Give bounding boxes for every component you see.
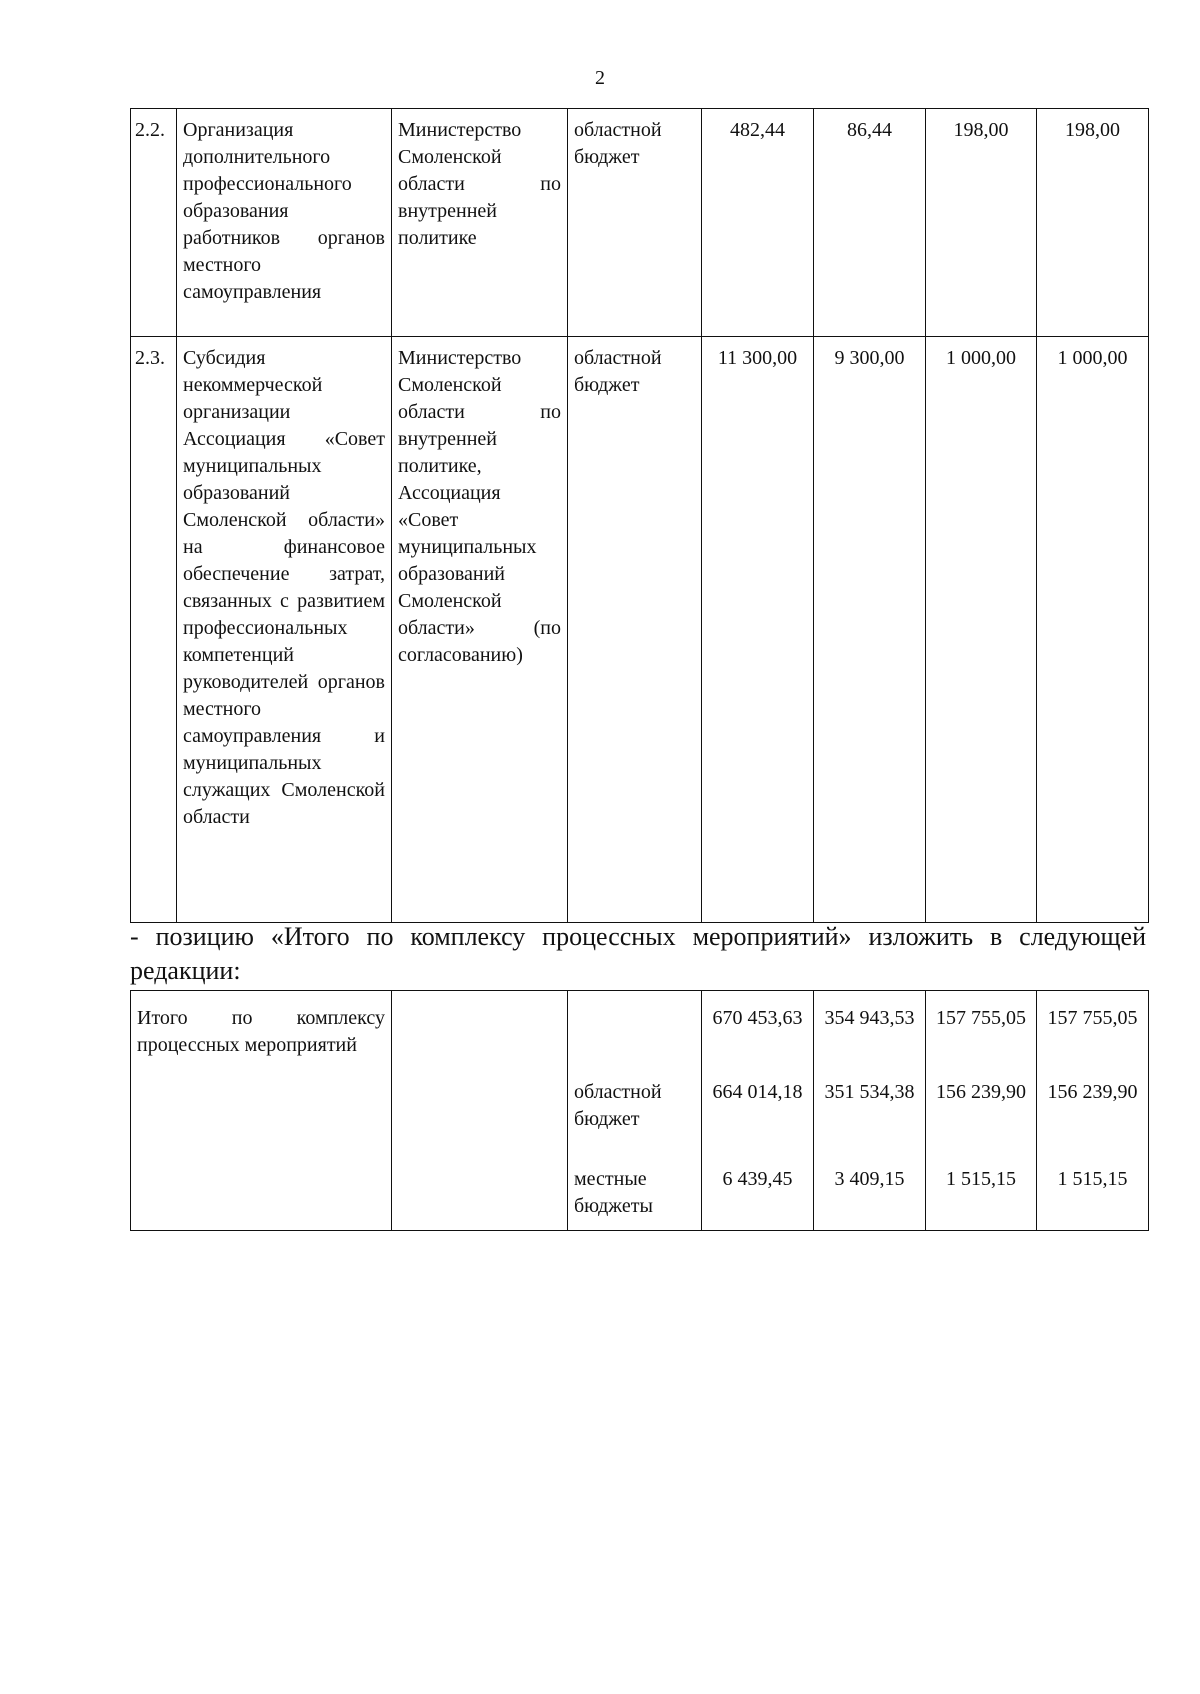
amount-year-1: 3 409,15	[814, 1166, 926, 1231]
amount-year-1: 86,44	[814, 109, 926, 337]
amount-total: 482,44	[702, 109, 814, 337]
row-number: 2.3.	[131, 337, 177, 923]
measures-table	[130, 108, 1149, 923]
amount-year-2: 1 000,00	[926, 337, 1037, 923]
amount-total: 664 014,18	[702, 1071, 814, 1166]
row-number: 2.2.	[131, 109, 177, 337]
funding-source: областной бюджет	[568, 1071, 702, 1166]
funding-source: местные бюджеты	[568, 1166, 702, 1231]
amount-year-3: 198,00	[1037, 109, 1149, 337]
amount-year-1: 9 300,00	[814, 337, 926, 923]
executor: Министерство Смоленской области по внутренней политике, Ассоциация «Совет муниципальных образований Смоленской области» (по согласованию)	[392, 337, 568, 923]
amount-year-3: 1 000,00	[1037, 337, 1149, 923]
amount-year-3: 157 755,05	[1037, 991, 1149, 1071]
amount-year-2: 156 239,90	[926, 1071, 1037, 1166]
measure-name: Субсидия некоммерческой организации Ассоциация «Совет муниципальных образований Смоленской области» на финансовое обеспечение затрат, связанных с развитием профессиональных компетенций руководителей органов местного самоуправления и муниципальных служащих Смоленской области	[177, 337, 392, 923]
funding-source: областной бюджет	[568, 109, 702, 337]
amendment-text: - позицию «Итого по комплексу процессных мероприятий» изложить в следующей редакции:	[130, 922, 1146, 985]
totals-label: Итого по комплексу процессных мероприятий	[131, 991, 392, 1231]
amount-year-3: 156 239,90	[1037, 1071, 1149, 1166]
amount-year-3: 1 515,15	[1037, 1166, 1149, 1231]
table-row	[131, 337, 1149, 923]
totals-table	[130, 990, 1149, 1231]
empty-executor-cell	[392, 991, 568, 1231]
amount-year-1: 351 534,38	[814, 1071, 926, 1166]
funding-source	[568, 991, 702, 1071]
funding-source: областной бюджет	[568, 337, 702, 923]
page-number: 2	[595, 67, 605, 89]
amount-total: 6 439,45	[702, 1166, 814, 1231]
table-row	[131, 991, 1149, 1071]
measure-name: Организация дополнительного профессионального образования работников органов местного самоуправления	[177, 109, 392, 337]
amount-year-1: 354 943,53	[814, 991, 926, 1071]
table-row	[131, 109, 1149, 337]
amount-total: 11 300,00	[702, 337, 814, 923]
amount-year-2: 198,00	[926, 109, 1037, 337]
amount-year-2: 157 755,05	[926, 991, 1037, 1071]
amount-year-2: 1 515,15	[926, 1166, 1037, 1231]
executor: Министерство Смоленской области по внутренней политике	[392, 109, 568, 337]
amount-total: 670 453,63	[702, 991, 814, 1071]
